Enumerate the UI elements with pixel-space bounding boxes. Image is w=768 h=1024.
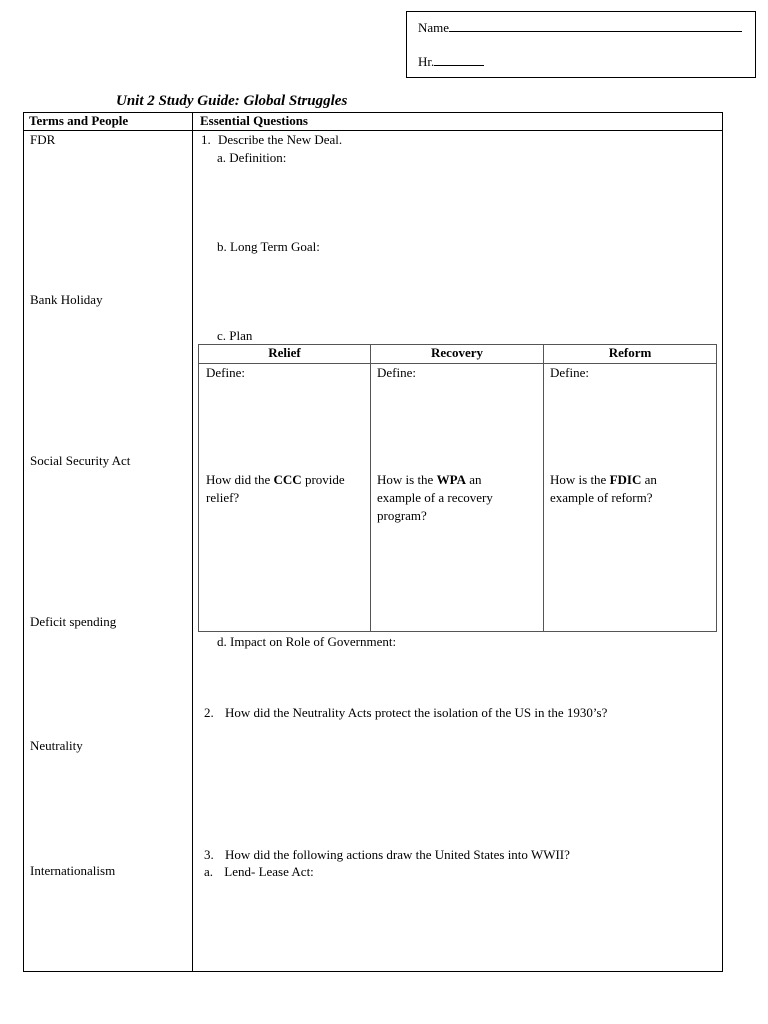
question-2-number: 2.: [204, 705, 214, 720]
reform-fdic-term: FDIC: [609, 472, 642, 487]
plan-header-recovery: Recovery: [431, 345, 483, 360]
question-3: [204, 848, 570, 863]
question-3a-text: Lend- Lease Act:: [224, 864, 314, 879]
question-1-text: Describe the New Deal.: [218, 132, 343, 147]
plan-table: [198, 344, 717, 632]
term-fdr: FDR: [30, 132, 56, 147]
question-3-number: 3.: [204, 847, 214, 862]
reform-define-label: Define:: [550, 365, 589, 380]
question-2: [204, 706, 607, 721]
question-3a: [204, 865, 314, 880]
name-blank-line[interactable]: [449, 19, 742, 32]
relief-question-pre: How did the: [206, 472, 274, 487]
relief-question: [206, 471, 356, 507]
hour-field[interactable]: [418, 53, 484, 70]
recovery-question-post: an example of a recovery program?: [377, 472, 493, 524]
name-field[interactable]: [418, 19, 742, 36]
question-1: [201, 133, 342, 148]
term-deficit-spending: Deficit spending: [30, 614, 117, 629]
term-bank-holiday: Bank Holiday: [30, 292, 103, 307]
question-1c: c. Plan: [217, 328, 253, 343]
relief-ccc-term: CCC: [273, 472, 302, 487]
hour-label: Hr.: [418, 54, 435, 69]
recovery-question: [377, 471, 527, 526]
plan-divider-2: [543, 345, 544, 631]
column-divider: [192, 113, 193, 971]
question-2-text: How did the Neutrality Acts protect the isolation of the US in the 1930’s?: [225, 705, 608, 720]
terms-column-header: Terms and People: [29, 113, 129, 128]
header-divider: [24, 130, 722, 131]
question-3a-number: a.: [204, 864, 214, 879]
reform-question-post: an example of reform?: [550, 472, 657, 506]
hour-blank-line[interactable]: [434, 53, 484, 66]
question-1d: d. Impact on Role of Government:: [217, 634, 397, 649]
question-1-number: 1.: [201, 132, 211, 147]
reform-question-pre: How is the: [550, 472, 610, 487]
page-title: Unit 2 Study Guide: Global Struggles: [116, 93, 348, 109]
recovery-wpa-term: WPA: [436, 472, 466, 487]
name-label: Name: [418, 20, 450, 35]
term-neutrality: Neutrality: [30, 738, 83, 753]
name-hour-box: [406, 11, 756, 78]
relief-define-label: Define:: [206, 365, 245, 380]
question-1a: a. Definition:: [217, 150, 287, 165]
relief-question-post: provide relief?: [206, 472, 345, 506]
plan-divider-1: [370, 345, 371, 631]
reform-question: [550, 471, 700, 507]
plan-header-reform: Reform: [608, 345, 652, 360]
plan-header-divider: [199, 363, 716, 364]
term-internationalism: Internationalism: [30, 863, 116, 878]
question-3-text: How did the following actions draw the United States into WWII?: [225, 847, 570, 862]
recovery-define-label: Define:: [377, 365, 416, 380]
plan-header-relief: Relief: [268, 345, 301, 360]
questions-column-header: Essential Questions: [200, 113, 308, 128]
recovery-question-pre: How is the: [377, 472, 437, 487]
question-1b: b. Long Term Goal:: [217, 239, 320, 254]
term-social-security-act: Social Security Act: [30, 453, 131, 468]
